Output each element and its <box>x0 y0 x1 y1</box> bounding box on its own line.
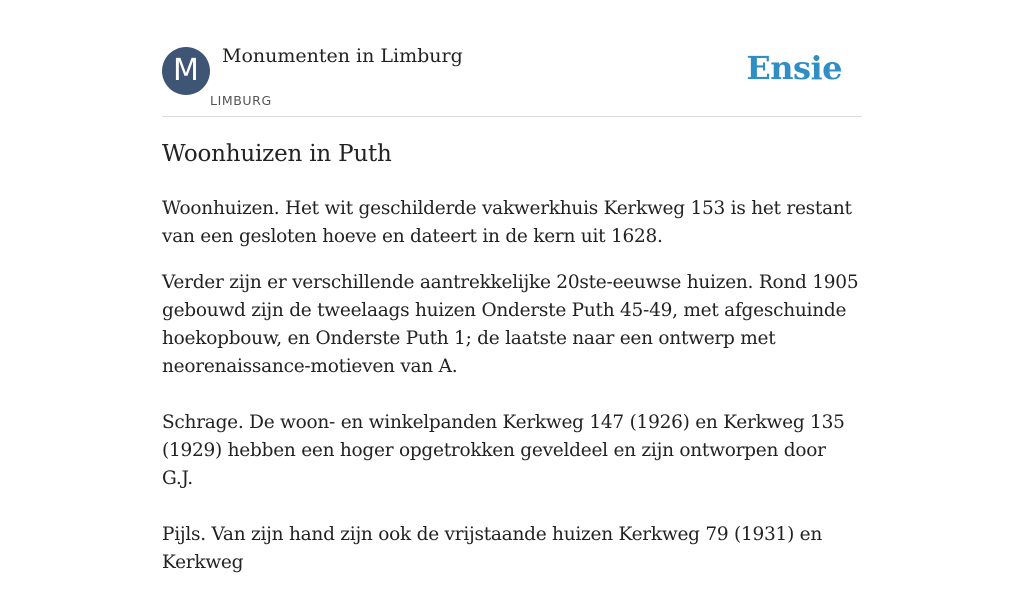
article <box>162 136 862 595</box>
article-paragraph: Pijls. Van zijn hand zijn ook de vrijstaande huizen Kerkweg 79 (1931) en Kerkweg <box>162 524 823 573</box>
brand-logo[interactable]: Ensie <box>746 49 842 87</box>
site-header <box>162 0 862 117</box>
article-paragraph: Schrage. De woon- en winkelpanden Kerkweg 147 (1926) en Kerkweg 135 (1929) hebben een hoger opgetrokken geveldeel en zijn ontworpen door G.J. <box>162 412 845 489</box>
article-paragraph: Verder zijn er verschillende aantrekkelijke 20ste-eeuwse huizen. Rond 1905 gebouwd zijn de tweelaags huizen Onderste Puth 45-49, met afgeschuinde hoekopbouw, en Onderste Puth 1; de laatste naar een ontwerp met neorenaissance-motieven van A. <box>162 272 859 377</box>
category-label[interactable]: LIMBURG <box>210 93 272 108</box>
page-title: Woonhuizen in Puth <box>162 141 392 167</box>
site-title[interactable]: Monumenten in Limburg <box>222 45 463 67</box>
avatar[interactable]: M <box>162 47 210 95</box>
article-paragraph: Woonhuizen. Het wit geschilderde vakwerkhuis Kerkweg 153 is het restant van een gesloten hoeve en dateert in de kern uit 1628. <box>162 198 852 247</box>
